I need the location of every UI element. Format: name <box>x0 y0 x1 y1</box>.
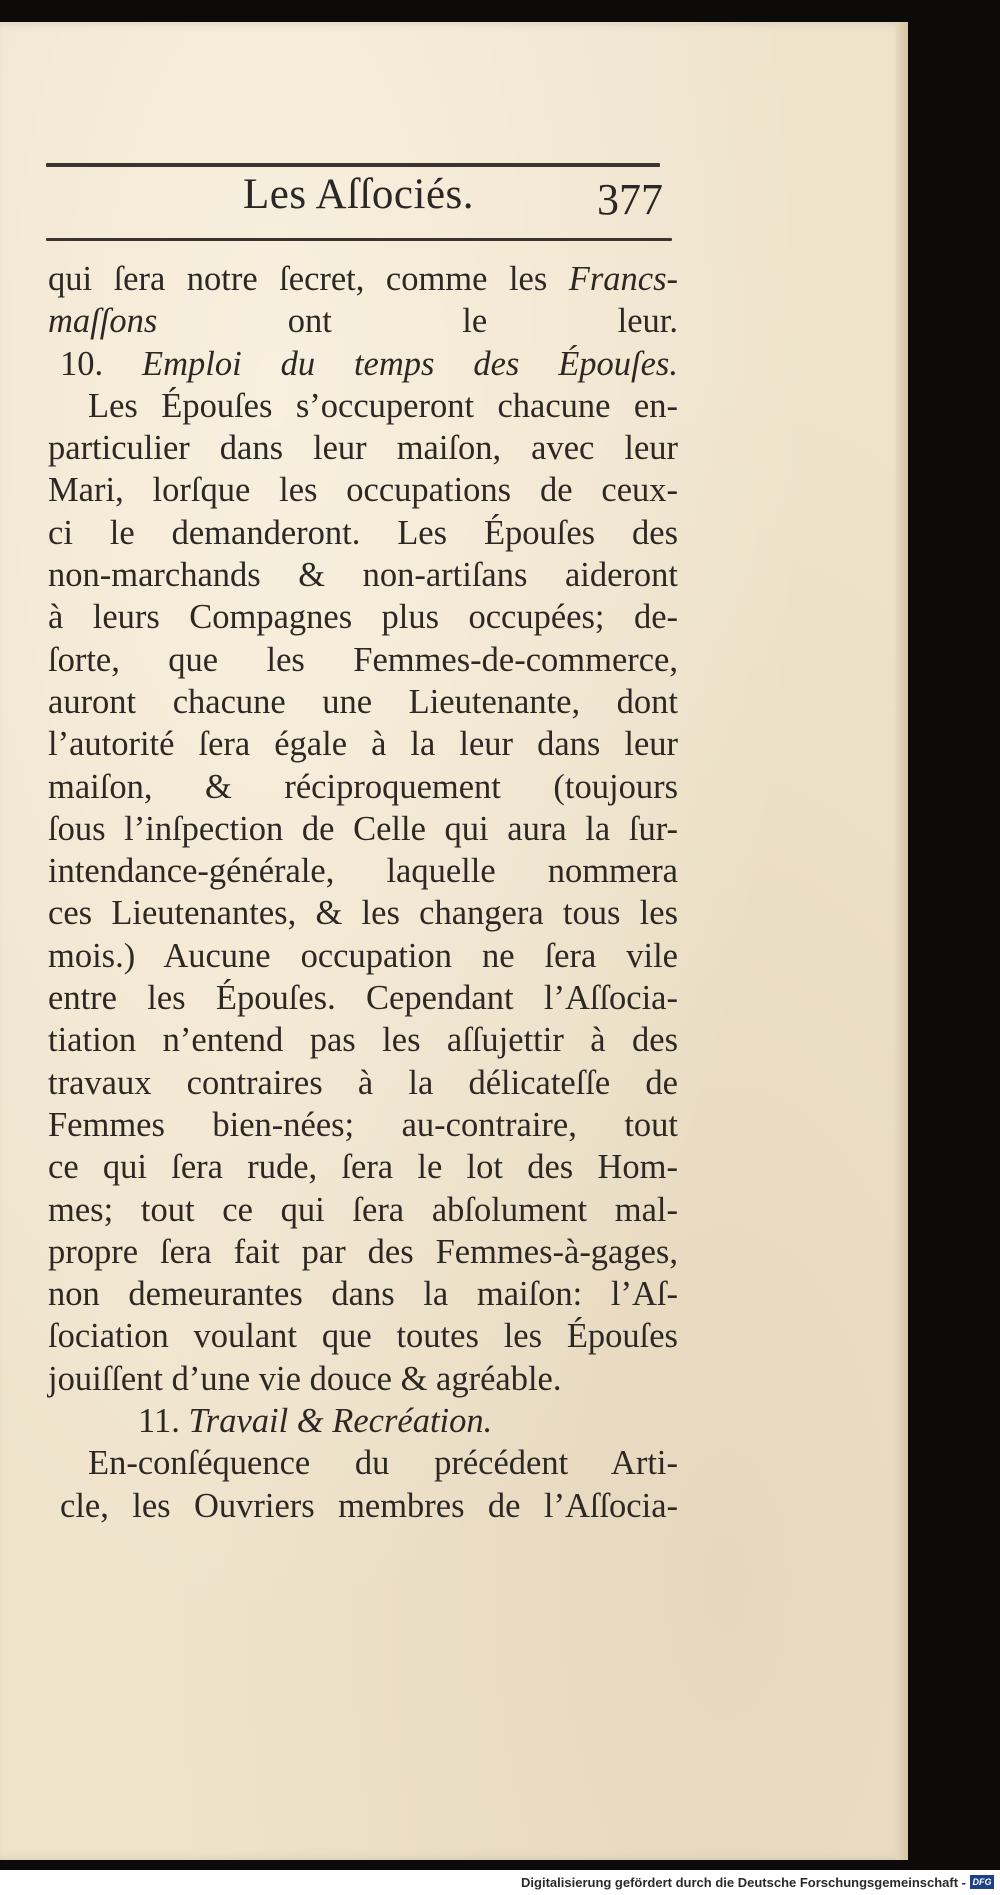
text-line <box>48 935 678 977</box>
body-text <box>48 258 678 1527</box>
text-line <box>48 850 678 892</box>
text-line <box>48 1189 678 1231</box>
text-span: ſorte, que les Femmes-de-commerce, <box>48 640 678 679</box>
header-rule-top <box>46 163 660 167</box>
text-span: ce qui ſera rude, ſera le lot des Hom- <box>48 1148 678 1187</box>
italic-text: Travail & Recréation. <box>188 1402 493 1441</box>
text-line <box>48 766 678 808</box>
text-span: à leurs Compagnes plus occupées; de- <box>48 598 678 637</box>
text-span: entre les Épouſes. Cependant l’Aſſocia- <box>48 979 678 1018</box>
text-line <box>48 681 678 723</box>
text-line <box>48 258 678 300</box>
text-span: particulier dans leur maiſon, avec leur <box>48 429 678 468</box>
text-span: cle, les Ouvriers membres de l’Aſſocia- <box>60 1486 678 1525</box>
text-span: maiſon, & réciproquement (toujours <box>48 767 678 806</box>
text-line <box>48 469 678 511</box>
text-line <box>48 512 678 554</box>
text-span: ſociation voulant que toutes les Épouſes <box>48 1317 678 1356</box>
text-span: 11. <box>138 1402 189 1441</box>
text-line <box>48 1231 678 1273</box>
text-span: Mari, lorſque les occupations de ceux- <box>48 471 678 510</box>
running-title: Les Aſſociés. <box>243 171 475 218</box>
italic-text: Emploi du temps des Épouſes. <box>142 344 678 383</box>
text-line <box>48 1146 678 1188</box>
text-span: ont le leur. <box>157 302 678 341</box>
text-line <box>48 977 678 1019</box>
text-line <box>48 596 678 638</box>
text-line <box>48 1273 678 1315</box>
text-line <box>48 1400 678 1442</box>
text-span: auront chacune une Lieutenante, dont <box>48 682 678 721</box>
text-span: En-conſéquence du précédent Arti- <box>88 1444 678 1483</box>
header-rule-bottom <box>46 238 672 241</box>
text-span: mois.) Aucune occupation ne ſera vile <box>48 936 678 975</box>
digitization-footer <box>0 1871 1000 1895</box>
text-span: tiation n’entend pas les aſſujettir à des <box>48 1021 678 1060</box>
text-line <box>48 723 678 765</box>
text-span: non demeurantes dans la maiſon: l’Aſ- <box>48 1275 678 1314</box>
text-span: Femmes bien-nées; au-contraire, tout <box>48 1105 678 1144</box>
italic-text: Francs- <box>568 260 678 298</box>
text-span: jouiſſent d’une vie douce & agréable. <box>48 1359 562 1398</box>
text-line <box>48 1019 678 1061</box>
text-line <box>48 1442 678 1484</box>
text-span: travaux contraires à la délicateſſe de <box>48 1063 678 1102</box>
text-line <box>48 427 678 469</box>
text-line <box>48 892 678 934</box>
funding-note: Digitalisierung gefördert durch die Deutsche Forschungsgemeinschaft - <box>521 1875 966 1890</box>
text-span: mes; tout ce qui ſera abſolument mal- <box>48 1190 678 1229</box>
dfg-logo: DFG <box>970 1875 994 1889</box>
text-line <box>48 300 678 342</box>
text-span: ci le demanderont. Les Épouſes des <box>48 513 678 552</box>
text-span: 10. <box>60 344 143 383</box>
text-line <box>48 639 678 681</box>
page-edge <box>896 22 908 1860</box>
text-line <box>48 1315 678 1357</box>
text-span: qui ſera notre ſecret, comme les <box>48 260 569 298</box>
text-line <box>48 1062 678 1104</box>
text-span: propre ſera fait par des Femmes-à-gages, <box>48 1232 678 1271</box>
text-line <box>48 1104 678 1146</box>
text-line <box>48 1358 678 1400</box>
text-line <box>48 1485 678 1527</box>
text-span: ſous l’inſpection de Celle qui aura la ſur- <box>48 809 678 848</box>
text-line <box>48 554 678 596</box>
text-line <box>48 808 678 850</box>
page-number: 377 <box>597 175 663 224</box>
italic-text: maſſons <box>48 302 158 341</box>
text-span: intendance-générale, laquelle nommera <box>48 852 678 891</box>
text-span: ces Lieutenantes, & les changera tous les <box>48 894 678 933</box>
text-line <box>48 385 678 427</box>
text-span: Les Épouſes s’occuperont chacune en- <box>88 386 678 425</box>
text-line <box>48 343 678 385</box>
text-span: non-marchands & non-artiſans aideront <box>48 556 678 595</box>
text-span: l’autorité ſera égale à la leur dans leur <box>48 725 678 764</box>
